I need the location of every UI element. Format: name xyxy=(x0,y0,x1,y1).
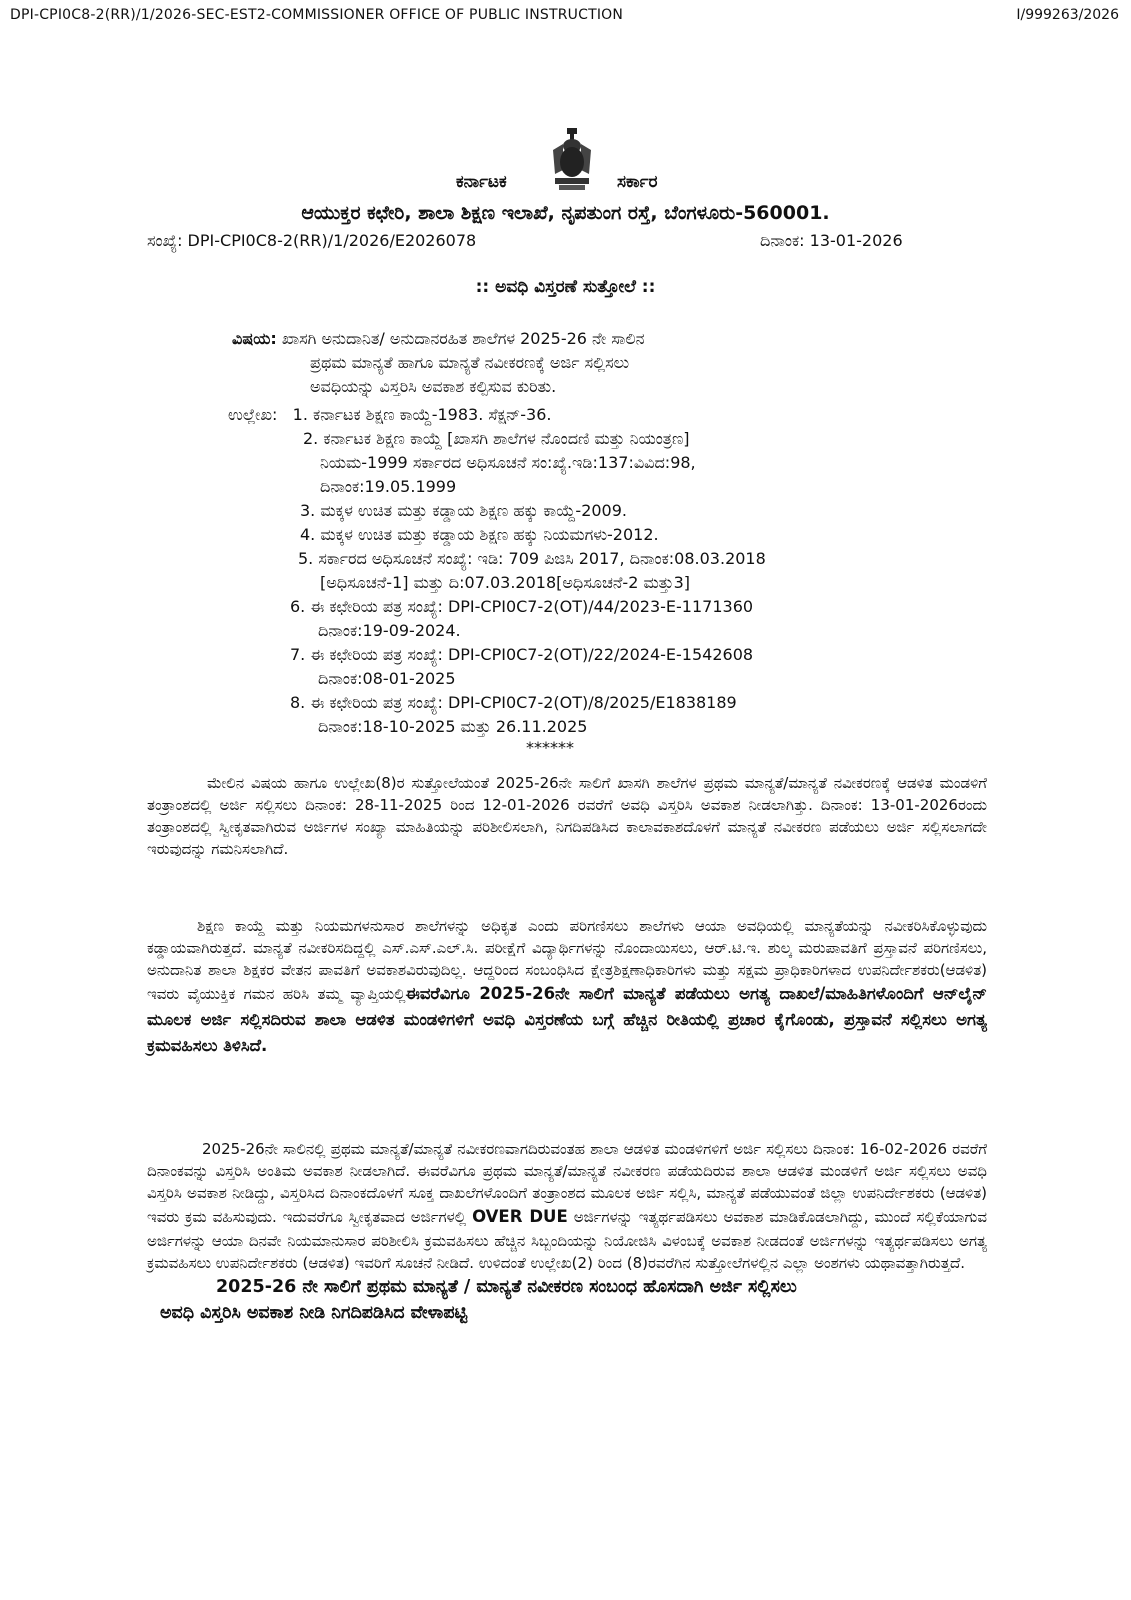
paragraph-3-text-b: ಅರ್ಜಿಗಳನ್ನು ಇತ್ಯರ್ಥಪಡಿಸಲು ಅವಕಾಶ ಮಾಡಿಕೊಡಲಾಗಿದ್ದು, ಮುಂದೆ ಸಲ್ಲಿಕೆಯಾಗುವ ಅರ್ಜಿಗಳನ್ನು ಆಯಾ ದಿನವೇ ನಿಯಮಾನುಸಾರ ಪರಿಶೀಲಿಸಿ ಕ್ರಮವಹಿಸಲು ಹೆಚ್ಚಿನ ಸಿಬ್ಬಂದಿಯನ್ನು ನಿಯೋಜಿಸಿ ವಿಳಂಬಕ್ಕೆ ಅವಕಾಶ ನೀಡದಂತೆ ಅರ್ಜಿಗಳನ್ನು ಇತ್ಯರ್ಥಪಡಿಸಲು ಅಗತ್ಯ ಕ್ರಮವಹಿಸಲು ಉಪನಿರ್ದೇಶಕರು (ಆಡಳಿತ) ಇವರಿಗೆ ಸೂಚನೆ ನೀಡಿದೆ. ಉಳಿದಂತೆ ಉಲ್ಲೇಖ(2) ರಿಂದ (8)ರವರೆಗಿನ ಸುತ್ತೋಲೆಗಳಲ್ಲಿನ ಎಲ್ಲಾ ಅಂಶಗಳು ಯಥಾವತ್ತಾಗಿರುತ್ತದೆ. xyxy=(147,1208,987,1272)
reference-item-4: 4. ಮಕ್ಕಳ ಉಚಿತ ಮತ್ತು ಕಡ್ಡಾಯ ಶಿಕ್ಷಣ ಹಕ್ಕು ನಿಯಮಗಳು-2012. xyxy=(300,525,659,544)
schedule-heading-line-1: 2025-26 ನೇ ಸಾಲಿಗೆ ಪ್ರಥಮ ಮಾನ್ಯತೆ / ಮಾನ್ಯತೆ ನವೀಕರಣ ಸಂಬಂಧ ಹೊಸದಾಗಿ ಅರ್ಜಿ ಸಲ್ಲಿಸಲು xyxy=(216,1277,797,1297)
paragraph-2-text: ಶಿಕ್ಷಣ ಕಾಯ್ದೆ ಮತ್ತು ನಿಯಮಗಳನುಸಾರ ಶಾಲೆಗಳನ್ನು ಅಧಿಕೃತ ಎಂದು ಪರಿಗಣಿಸಲು ಶಾಲೆಗಳು ಆಯಾ ಅವಧಿಯಲ್ಲಿ ಮಾನ್ಯತೆಯನ್ನು ನವೀಕರಿಸಿಕೊಳ್ಳುವುದು ಕಡ್ಡಾಯವಾಗಿರುತ್ತದೆ. ಮಾನ್ಯತೆ ನವೀಕರಿಸದಿದ್ದಲ್ಲಿ ಎಸ್.ಎಸ್.ಎಲ್.ಸಿ. ಪರೀಕ್ಷೆಗೆ ವಿದ್ಯಾರ್ಥಿಗಳನ್ನು ನೊಂದಾಯಿಸಲು, ಆರ್.ಟಿ.ಇ. ಶುಲ್ಕ ಮರುಪಾವತಿಗೆ ಪ್ರಸ್ತಾವನೆ ಪರಿಗಣಿಸಲು, ಅನುದಾನಿತ ಶಾಲಾ ಶಿಕ್ಷಕರ ವೇತನ ಪಾವತಿಗೆ ಅವಕಾಶವಿರುವುದಿಲ್ಲ. ಆದ್ದರಿಂದ ಸಂಬಂಧಿಸಿದ ಕ್ಷೇತ್ರಶಿಕ್ಷಣಾಧಿಕಾರಿಗಳು ಮತ್ತು ಸಕ್ಷಮ ಪ್ರಾಧಿಕಾರಿಗಳಾದ ಉಪನಿರ್ದೇಶಕರು(ಆಡಳಿತ) ಇವರು ವೈಯುಕ್ತಿಕ ಗಮನ ಹರಿಸಿ ತಮ್ಮ ವ್ಯಾಪ್ತಿಯಲ್ಲಿ xyxy=(147,917,987,1003)
paragraph-1-text: ಮೇಲಿನ ವಿಷಯ ಹಾಗೂ ಉಲ್ಲೇಖ(8)ರ ಸುತ್ತೋಲೆಯಂತೆ 2025-26ನೇ ಸಾಲಿಗೆ ಖಾಸಗಿ ಶಾಲೆಗಳ ಪ್ರಥಮ ಮಾನ್ಯತೆ/ಮಾನ್ಯತೆ ನವೀಕರಣಕ್ಕೆ ಆಡಳಿತ ಮಂಡಳಿಗೆ ತಂತ್ರಾಂಶದಲ್ಲಿ ಅರ್ಜಿ ಸಲ್ಲಿಸಲು ದಿನಾಂಕ: 28-11-2025 ರಿಂದ 12-01-2026 ರವರೆಗೆ ಅವಧಿ ವಿಸ್ತರಿಸಿ ಅವಕಾಶ ನೀಡಲಾಗಿತ್ತು. ದಿನಾಂಕ: 13-01-2026ರಂದು ತಂತ್ರಾಂಶದಲ್ಲಿ ಸ್ವೀಕೃತವಾಗಿರುವ ಅರ್ಜಿಗಳ ಸಂಖ್ಯಾ ಮಾಹಿತಿಯನ್ನು ಪರಿಶೀಲಿಸಲಾಗಿ, ನಿಗದಿಪಡಿಸಿದ ಕಾಲಾವಕಾಶದೊಳಗೆ ಮಾನ್ಯತೆ ನವೀಕರಣ ಪಡೆಯಲು ಅರ್ಜಿ ಸಲ್ಲಿಸಲಾಗದೇ ಇರುವುದನ್ನು ಗಮನಿಸಲಾಗಿದೆ. xyxy=(147,774,987,858)
paragraph-3-bold-text: OVER DUE xyxy=(472,1207,568,1226)
reference-item-1: 1. ಕರ್ನಾಟಕ ಶಿಕ್ಷಣ ಕಾಯ್ದೆ-1983. ಸೆಕ್ಷನ್-36. xyxy=(292,405,552,424)
subject-line-1: ಖಾಸಗಿ ಅನುದಾನಿತ/ ಅನುದಾನರಹಿತ ಶಾಲೆಗಳ 2025-26 ನೇ ಸಾಲಿನ xyxy=(281,329,645,348)
document-id-header: I/999263/2026 xyxy=(1016,7,1119,23)
subject-block xyxy=(232,327,872,399)
references-label: ಉಲ್ಲೇಖ: xyxy=(228,405,278,424)
file-reference-header: DPI-CPI0C8-2(RR)/1/2026-SEC-EST2-COMMISSIONER OFFICE OF PUBLIC INSTRUCTION xyxy=(10,7,624,23)
reference-item-5b: [ಅಧಿಸೂಚನೆ-1] ಮತ್ತು ದಿ:07.03.2018[ಅಧಿಸೂಚನೆ-2 ಮತ್ತು3] xyxy=(320,573,691,592)
reference-item-6a: 6. ಈ ಕಛೇರಿಯ ಪತ್ರ ಸಂಖ್ಯೆ: DPI-CPI0C7-2(OT)/44/2023-E-1171360 xyxy=(290,597,754,616)
paragraph-2 xyxy=(147,915,987,1059)
reference-item-3: 3. ಮಕ್ಕಳ ಉಚಿತ ಮತ್ತು ಕಡ್ಡಾಯ ಶಿಕ್ಷಣ ಹಕ್ಕು ಕಾಯ್ದೆ-2009. xyxy=(300,501,628,520)
office-address: ಆಯುಕ್ತರ ಕಛೇರಿ, ಶಾಲಾ ಶಿಕ್ಷಣ ಇಲಾಖೆ, ನೃಪತುಂಗ ರಸ್ತೆ, ಬೆಂಗಳೂರು-560001. xyxy=(301,202,830,224)
reference-item-2a: 2. ಕರ್ನಾಟಕ ಶಿಕ್ಷಣ ಕಾಯ್ದೆ [ಖಾಸಗಿ ಶಾಲೆಗಳ ನೊಂದಣಿ ಮತ್ತು ನಿಯಂತ್ರಣ] xyxy=(303,429,690,448)
paragraph-2-bold-text: ಈವರೆವಿಗೂ 2025-26ನೇ ಸಾಲಿಗೆ ಮಾನ್ಯತೆ ಪಡೆಯಲು ಅಗತ್ಯ ದಾಖಲೆ/ಮಾಹಿತಿಗಳೊಂದಿಗೆ ಆನ್‌ಲೈನ್ ಮೂಲಕ ಅರ್ಜಿ ಸಲ್ಲಿಸದಿರುವ ಶಾಲಾ ಆಡಳಿತ ಮಂಡಳಿಗಳಿಗೆ ಅವಧಿ ವಿಸ್ತರಣೆಯ ಬಗ್ಗೆ ಹೆಚ್ಚಿನ ರೀತಿಯಲ್ಲಿ ಪ್ರಚಾರ ಕೈಗೊಂಡು, ಪ್ರಸ್ತಾವನೆ ಸಲ್ಲಿಸಲು ಅಗತ್ಯ ಕ್ರಮವಹಿಸಲು ತಿಳಿಸಿದೆ. xyxy=(147,984,987,1055)
schedule-heading-line-2: ಅವಧಿ ವಿಸ್ತರಿಸಿ ಅವಕಾಶ ನೀಡಿ ನಿಗದಿಪಡಿಸಿದ ವೇಳಾಪಟ್ಟಿ xyxy=(160,1303,468,1323)
subject-line-3: ಅವಧಿಯನ್ನು ವಿಸ್ತರಿಸಿ ಅವಕಾಶ ಕಲ್ಪಿಸುವ ಕುರಿತು. xyxy=(310,377,557,396)
schedule-heading xyxy=(160,1274,1000,1326)
circular-title: :: ಅವಧಿ ವಿಸ್ತರಣೆ ಸುತ್ತೋಲೆ :: xyxy=(475,277,656,297)
subject-label: ವಿಷಯ: xyxy=(232,329,277,348)
reference-item-6b: ದಿನಾಂಕ:19-09-2024. xyxy=(318,621,461,640)
reference-item-8b: ದಿನಾಂಕ:18-10-2025 ಮತ್ತು 26.11.2025 xyxy=(318,717,588,736)
separator-stars: ****** xyxy=(526,738,574,757)
paragraph-3-text-a: 2025-26ನೇ ಸಾಲಿನಲ್ಲಿ ಪ್ರಥಮ ಮಾನ್ಯತೆ/ಮಾನ್ಯತೆ ನವೀಕರಣವಾಗದಿರುವಂತಹ ಶಾಲಾ ಆಡಳಿತ ಮಂಡಳಿಗಳಿಗೆ ಅರ್ಜಿ ಸಲ್ಲಿಸಲು ದಿನಾಂಕ: 16-02-2026 ರವರೆಗೆ ದಿನಾಂಕವನ್ನು ವಿಸ್ತರಿಸಿ ಅಂತಿಮ ಅವಕಾಶ ನೀಡಲಾಗಿದೆ. ಈವರೆವಿಗೂ ಪ್ರಥಮ ಮಾನ್ಯತೆ/ಮಾನ್ಯತೆ ನವೀಕರಣ ಪಡೆಯದಿರುವ ಶಾಲಾ ಆಡಳಿತ ಮಂಡಳಿಗೆ ಅರ್ಜಿ ಸಲ್ಲಿಸಲು ಅವಧಿ ವಿಸ್ತರಿಸಿ ಅವಕಾಶ ನೀಡಿದ್ದು, ವಿಸ್ತರಿಸಿದ ದಿನಾಂಕದೊಳಗೆ ಸೂಕ್ತ ದಾಖಲೆಗಳೊಂದಿಗೆ ತಂತ್ರಾಂಶದ ಮೂಲಕ ಅರ್ಜಿ ಸಲ್ಲಿಸಿ, ಮಾನ್ಯತೆ ಪಡೆಯುವಂತೆ ಜಿಲ್ಲಾ ಉಪನಿರ್ದೇಶಕರು (ಆಡಳಿತ) ಇವರು ಕ್ರಮ ವಹಿಸುವುದು. ಇದುವರೆಗೂ ಸ್ವೀಕೃತವಾದ ಅರ್ಜಿಗಳಲ್ಲಿ xyxy=(147,1140,987,1226)
reference-item-2c: ದಿನಾಂಕ:19.05.1999 xyxy=(320,477,457,496)
reference-item-7a: 7. ಈ ಕಛೇರಿಯ ಪತ್ರ ಸಂಖ್ಯೆ: DPI-CPI0C7-2(OT)/22/2024-E-1542608 xyxy=(290,645,754,664)
reference-item-8a: 8. ಈ ಕಛೇರಿಯ ಪತ್ರ ಸಂಖ್ಯೆ: DPI-CPI0C7-2(OT)/8/2025/E1838189 xyxy=(290,693,737,712)
references-block xyxy=(228,403,928,757)
government-label-left: ಕರ್ನಾಟಕ xyxy=(456,172,507,192)
paragraph-3 xyxy=(147,1138,987,1274)
reference-number: ಸಂಖ್ಯೆ: DPI-CPI0C8-2(RR)/1/2026/E2026078 xyxy=(147,231,477,250)
state-emblem-icon xyxy=(541,128,603,192)
document-date: ದಿನಾಂಕ: 13-01-2026 xyxy=(760,231,903,250)
reference-item-5a: 5. ಸರ್ಕಾರದ ಅಧಿಸೂಚನೆ ಸಂಖ್ಯೆ: ಇಡಿ: 709 ಪಿಜಿಸಿ 2017, ದಿನಾಂಕ:08.03.2018 xyxy=(298,549,766,568)
government-label-right: ಸರ್ಕಾರ xyxy=(617,172,658,192)
reference-item-7b: ದಿನಾಂಕ:08-01-2025 xyxy=(318,669,456,688)
reference-item-2b: ನಿಯಮ-1999 ಸರ್ಕಾರದ ಅಧಿಸೂಚನೆ ಸಂ:ಖ್ಯೆ.ಇಡಿ:137:ವಿವಿದ:98, xyxy=(320,453,696,472)
paragraph-1 xyxy=(147,772,987,860)
subject-line-2: ಪ್ರಥಮ ಮಾನ್ಯತೆ ಹಾಗೂ ಮಾನ್ಯತೆ ನವೀಕರಣಕ್ಕೆ ಅರ್ಜಿ ಸಲ್ಲಿಸಲು xyxy=(310,353,630,372)
